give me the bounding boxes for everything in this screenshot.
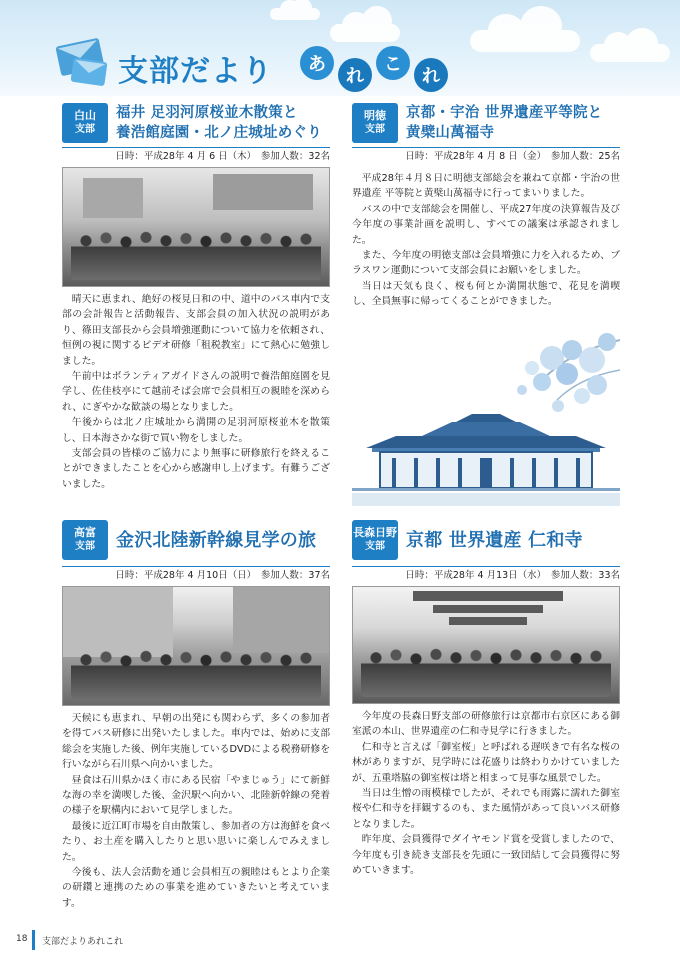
branch-label: 支部 <box>75 124 95 135</box>
article-title <box>406 103 602 143</box>
paragraph: 晴天に恵まれ、絶好の桜見日和の中、道中のバス車内で支部の会計報告と活動報告、支部会員の加入状況の説明があり、篠田支部長から会員増強運動について協力を依頼され、恒例の視に関するビデオ研修「租税教室」にて熱心に勉強しました。 <box>62 294 330 367</box>
branch-name: 長森日野 <box>353 526 397 539</box>
title-bubble: こ <box>376 46 410 80</box>
paragraph: 最後に近江町市場を自由散策し、参加者の方は海鮮を食べたり、お土産を購入したりと思い思いに楽しんでみえました。 <box>62 820 330 863</box>
article-title-line: 京都 世界遺産 仁和寺 <box>406 530 583 551</box>
paragraph: バスの中で支部総会を開催し、平成27年度の決算報告及び今年度の事業計画を説明し、すべての議案は承認されました。 <box>352 203 620 246</box>
branch-badge <box>352 103 398 143</box>
article-heading <box>352 103 620 143</box>
article-title <box>116 103 322 143</box>
paragraph: 昨年度、会員獲得でダイヤモンド賞を受賞しましたので、今年度も引き続き支部長を先頭に一致団結して会員獲得に努めていきます。 <box>352 834 620 877</box>
article-heading <box>62 103 330 143</box>
temple-blossom-illustration <box>352 330 620 506</box>
page-title: 支部だより <box>118 54 273 89</box>
group-photo <box>352 586 620 704</box>
branch-label: 支部 <box>365 541 385 552</box>
article-takatomi <box>62 520 330 911</box>
paragraph: 今後も、法人会活動を通じ会員相互の親睦はもとより企業の研鑽と連携のための事業を進めていきたいと考えています。 <box>62 867 330 909</box>
branch-name: 白山 <box>74 109 96 122</box>
cloud-decoration <box>270 8 320 20</box>
article-body <box>352 171 620 310</box>
cloud-decoration <box>470 30 580 52</box>
paragraph: 昼食は石川県かほく市にある民宿「やまじゅう」にて新鮮な海の幸を満喫した後、金沢駅へ向かい、北陸新幹線の発着の様子を駅構内において見学しました。 <box>62 774 330 817</box>
branch-name: 明徳 <box>364 109 386 122</box>
article-heading <box>62 520 330 562</box>
paragraph: 午後からは北ノ庄城址から満開の足羽河原桜並木を散策し、日本海さかな街で買い物をしました。 <box>62 417 330 444</box>
article-title-line: 福井 足羽河原桜並木散策と <box>116 105 298 121</box>
article-body <box>352 709 620 878</box>
pagoda-roof <box>449 617 527 625</box>
paragraph: 当日は生憎の雨模様でしたが、それでも雨露に濡れた御室桜や仁和寺を拝観するのも、また風情があって良いバス研修となりました。 <box>352 788 620 830</box>
paragraph: 仁和寺と言えば「御室桜」と呼ばれる遅咲きで有名な桜の林がありますが、見学時には花盛りは終わりかけていましたが、五重塔脇の御室桜は塔と相まって見事な風景でした。 <box>352 741 620 784</box>
branch-label: 支部 <box>365 124 385 135</box>
footer-section-name: 支部だよりあれこれ <box>42 937 124 947</box>
branch-badge <box>62 520 108 560</box>
title-bubble: れ <box>338 58 372 92</box>
paragraph: 当日は天気も良く、桜も何とか満開状態で、花見を満喫し、全員無事に帰ってくることができました。 <box>352 280 620 308</box>
group-photo <box>62 167 330 287</box>
background-trees <box>83 178 143 218</box>
article-title-line: 京都・宇治 世界遺産平等院と <box>406 105 603 121</box>
crowd-figure <box>71 643 321 699</box>
header-band <box>0 0 680 96</box>
branch-badge <box>352 520 398 560</box>
paragraph: 今年度の長森日野支部の研修旅行は京都市右京区にある御室派の本山、世界遺産の仁和寺見学に行きました。 <box>352 711 620 738</box>
paragraph: 午前中はボランティアガイドさんの説明で養浩館庭園を見学し、佐佳枝亭にて越前そば会席で会員相互の親睦を深められ、にぎやかな歓談の場となりました。 <box>62 371 330 413</box>
branch-badge <box>62 103 108 143</box>
branch-name: 高富 <box>74 526 96 539</box>
article-title-line: 養浩館庭園・北ノ庄城址めぐり <box>116 125 322 141</box>
group-photo <box>62 586 330 706</box>
event-meta: 日時：平成28年 4 月13日（水） 参加人数：33名 <box>352 566 620 582</box>
crowd-figure <box>361 641 611 697</box>
temple-icon <box>352 414 620 506</box>
cloud-decoration <box>590 44 670 62</box>
article-heading <box>352 520 620 562</box>
title-bubble: れ <box>414 58 448 92</box>
article-title <box>406 520 583 562</box>
branch-label: 支部 <box>75 541 95 552</box>
title-bubble: あ <box>300 46 334 80</box>
pagoda-roof <box>433 605 543 613</box>
background-trees <box>213 174 313 210</box>
article-title-line: 黄檗山萬福寺 <box>406 125 495 141</box>
event-meta: 日時：平成28年 4 月10日（日） 参加人数：37名 <box>62 566 330 582</box>
cherry-blossom-icon <box>517 333 620 412</box>
page-number: 18 <box>16 934 28 944</box>
article-hakusan <box>62 103 330 492</box>
crowd-figure <box>71 224 321 280</box>
footer-divider <box>32 930 35 950</box>
article-body <box>62 292 330 492</box>
paragraph: 平成28年４月８日に明徳支部総会を兼ねて京都・宇治の世界遺産 平等院と黄檗山萬福寺に行ってまいりました。 <box>352 173 620 200</box>
article-title <box>116 520 316 562</box>
paragraph: 天候にも恵まれ、早朝の出発にも関わらず、多くの参加者を得てバス研修に出発いたしました。車内では、始めに支部総会を実施した後、例年実施しているDVDによる税務研修を行いながら石川県へ向かいました。 <box>62 713 330 771</box>
envelope-icon <box>70 58 107 86</box>
article-nagamori-hino <box>352 520 620 878</box>
event-meta: 日時：平成28年 4 月 8 日（金） 参加人数：25名 <box>352 147 620 163</box>
article-title-line: 金沢北陸新幹線見学の旅 <box>116 530 317 551</box>
article-meitoku <box>352 103 620 310</box>
pagoda-roof <box>413 591 563 601</box>
paragraph: 支部会員の皆様のご協力により無事に研修旅行を終えることができましたことを心から感謝申し上げます。有難うございました。 <box>62 448 330 490</box>
paragraph: また、今年度の明徳支部は会員増強に力を入れるため、ブラスワン運動について支部会員にお願いをしました。 <box>352 250 620 277</box>
cloud-decoration <box>330 24 400 42</box>
article-body <box>62 711 330 911</box>
event-meta: 日時：平成28年 4 月 6 日（木） 参加人数：32名 <box>62 147 330 163</box>
